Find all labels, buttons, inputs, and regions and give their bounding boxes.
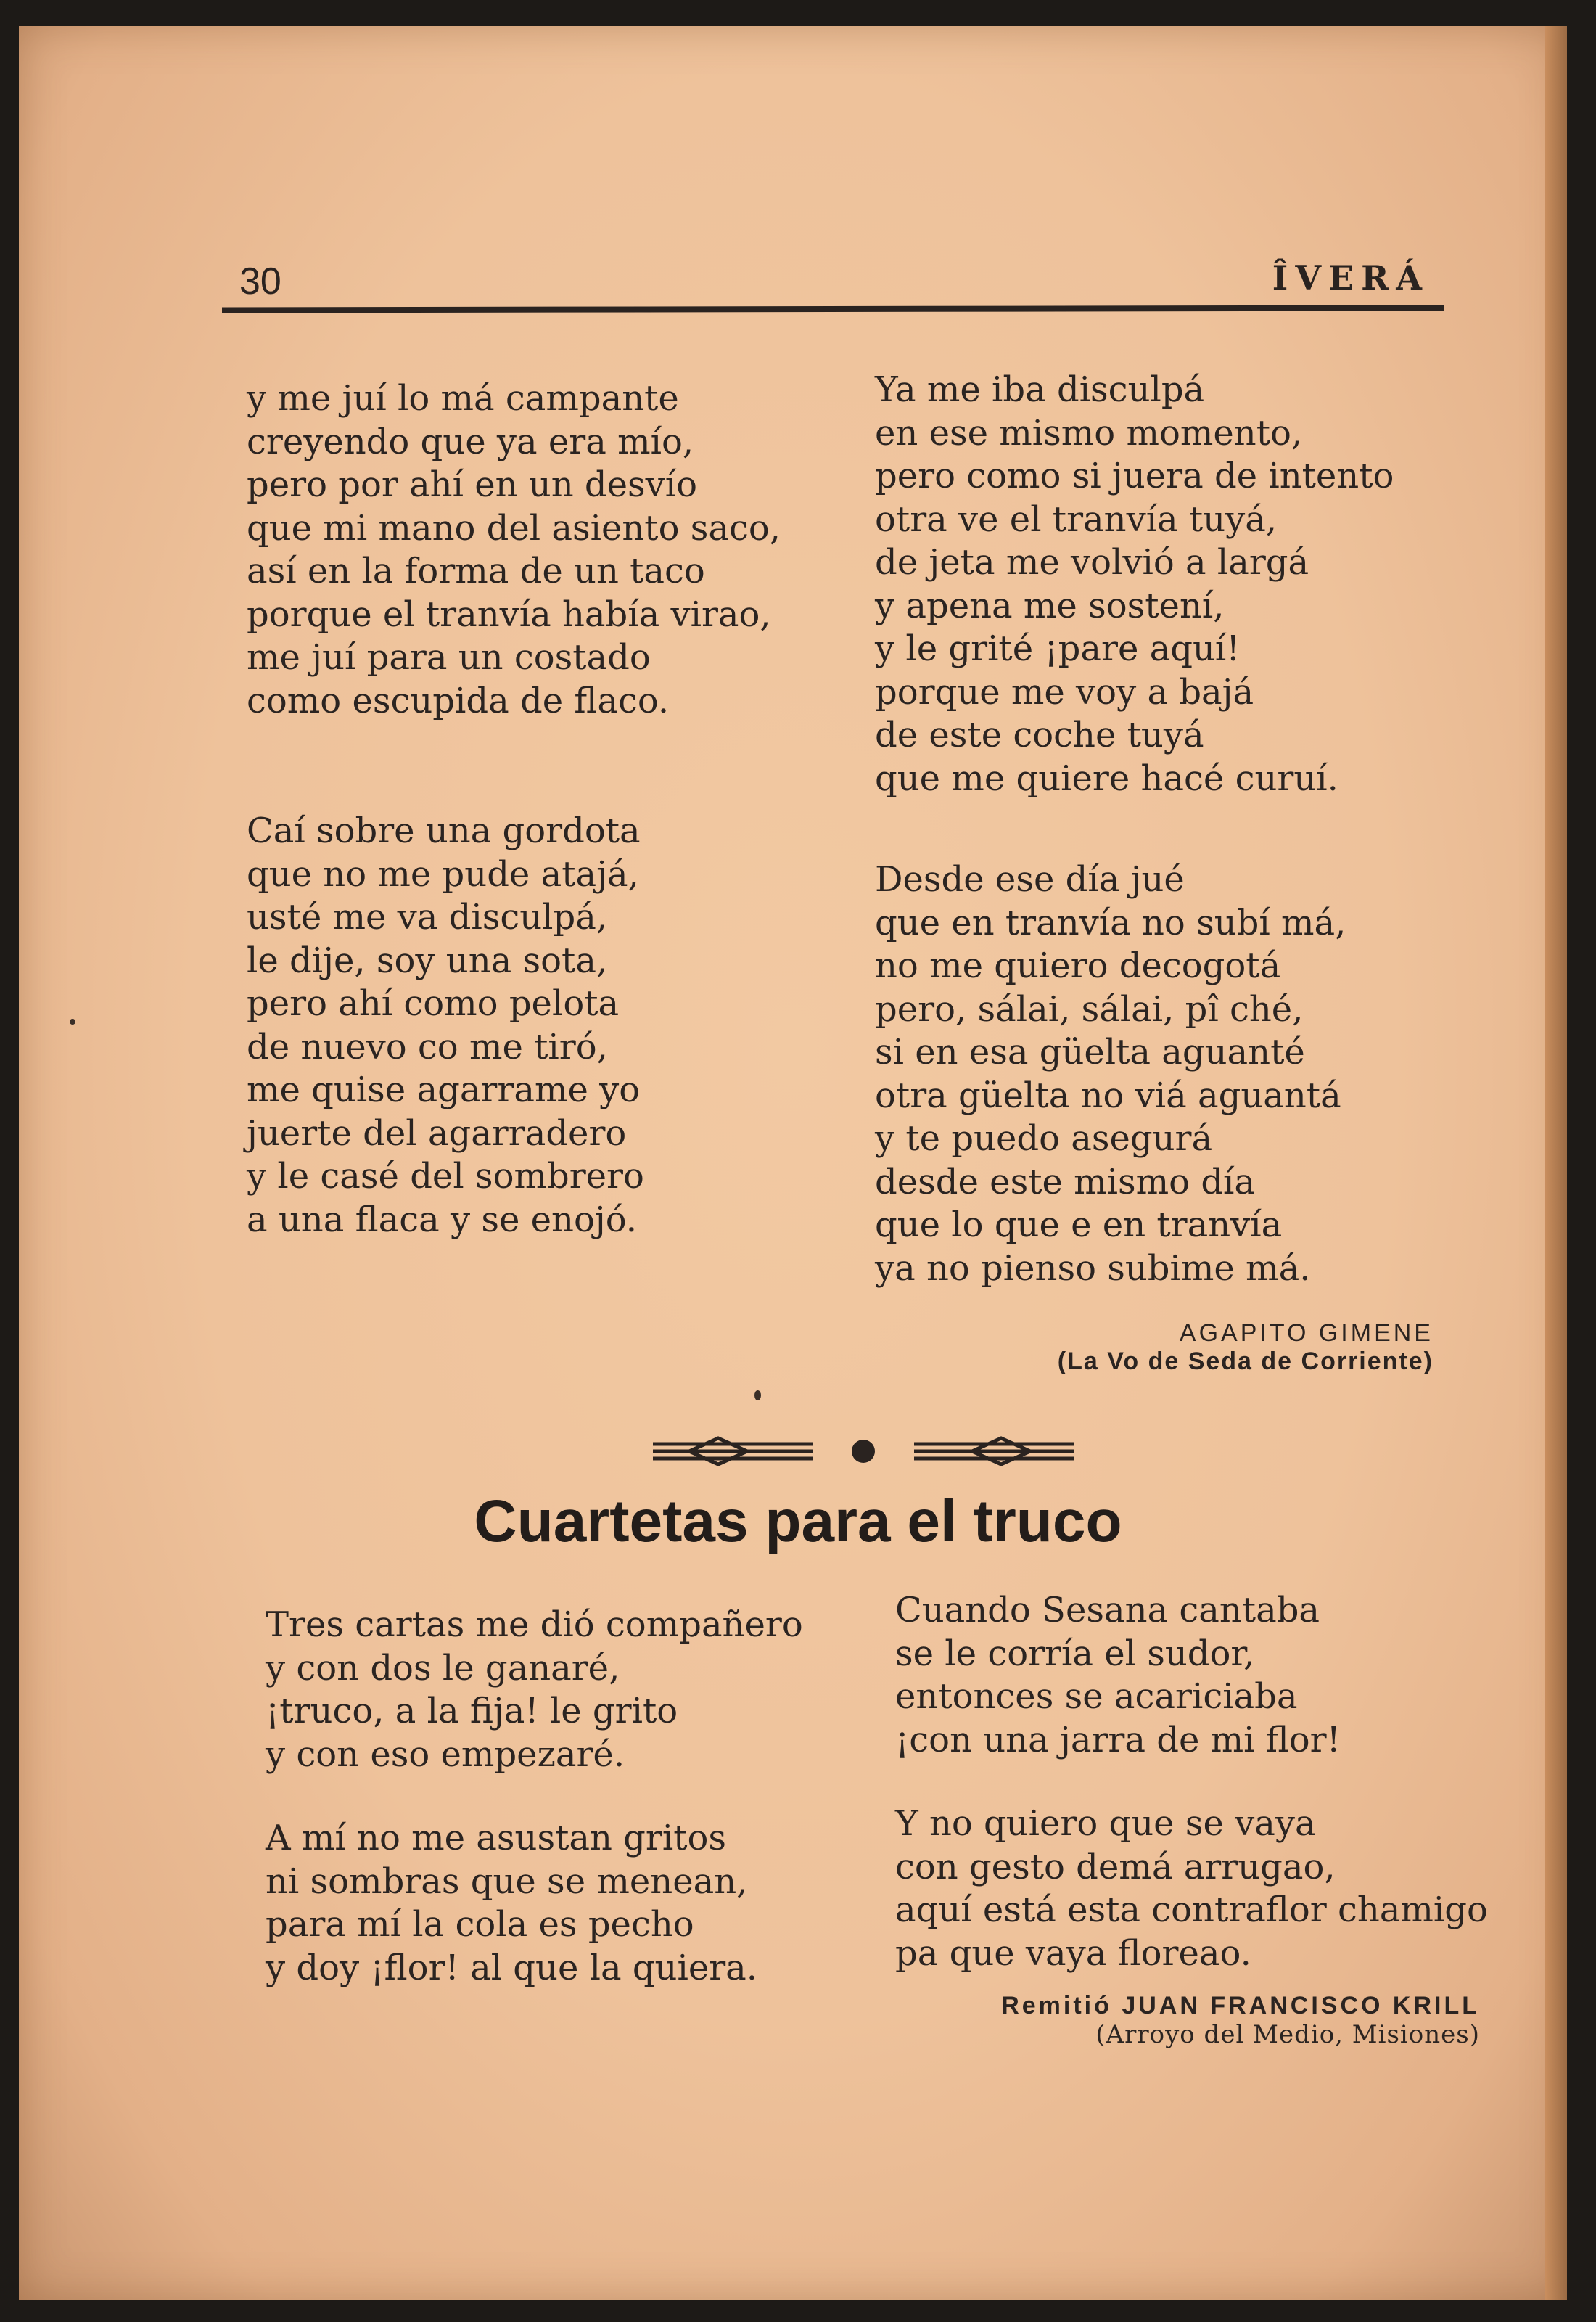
poem2-title: Cuartetas para el truco: [474, 1488, 1122, 1554]
verse-line: otra güelta no viá aguantá: [875, 1075, 1341, 1116]
poem1-left-column: [247, 377, 781, 1329]
stanza: [875, 858, 1394, 1290]
verse-line: a una flaca y se enojó.: [247, 1199, 638, 1240]
verse-line: así en la forma de un taco: [247, 551, 705, 591]
page-spine-edge: [1545, 26, 1567, 2300]
verse-line: pero, sálai, sálai, pî ché,: [875, 988, 1304, 1030]
verse-line: con gesto demá arrugao,: [895, 1846, 1336, 1887]
poem2-left-column: [266, 1604, 803, 2077]
verse-line: me quise agarrame yo: [247, 1070, 641, 1110]
verse-line: y te puedo asegurá: [875, 1118, 1213, 1159]
running-head: ÎVERÁ: [1272, 258, 1429, 298]
verse-line: y me juí lo má campante: [247, 378, 679, 419]
verse-line: pero como si juera de intento: [875, 456, 1394, 496]
verse-line: ni sombras que se menean,: [266, 1861, 748, 1902]
stanza: [266, 1604, 803, 1776]
verse-line: le dije, soy una sota,: [247, 940, 608, 981]
stanza: [247, 810, 781, 1242]
ink-speck: [70, 1019, 75, 1025]
verse-line: como escupida de flaco.: [247, 680, 670, 721]
verse-line: ¡truco, a la fija! le grito: [266, 1691, 678, 1731]
page-header: [222, 232, 1444, 312]
verse-line: otra ve el tranvía tuyá,: [875, 499, 1278, 540]
ink-speck: [754, 1390, 761, 1400]
verse-line: y con eso empezaré.: [266, 1734, 625, 1775]
verse-line: ya no pienso subime má.: [875, 1247, 1311, 1289]
author-name: Remitió JUAN FRANCISCO KRILL: [1001, 1992, 1480, 2019]
verse-line: me juí para un costado: [247, 637, 651, 678]
verse-line: y con dos le ganaré,: [266, 1647, 620, 1689]
verse-line: y apena me sostení,: [875, 585, 1225, 626]
verse-line: entonces se acariciaba: [895, 1676, 1298, 1717]
verse-line: pero por ahí en un desvío: [247, 464, 697, 505]
verse-line: de este coche tuyá: [875, 715, 1204, 755]
verse-line: y le grité ¡pare aquí!: [875, 628, 1241, 669]
poem1-right-column: [875, 369, 1394, 1377]
verse-line: que no me pude atajá,: [247, 853, 639, 895]
verse-line: de jeta me volvió a largá: [875, 542, 1309, 583]
verse-line: A mí no me asustan gritos: [266, 1818, 727, 1858]
author-place: (Arroyo del Medio, Misiones): [1095, 2020, 1480, 2049]
author-name: AGAPITO GIMENE: [1179, 1319, 1433, 1347]
verse-line: que me quiere hacé curuí.: [875, 758, 1338, 799]
verse-line: creyendo que ya era mío,: [247, 421, 694, 462]
verse-line: juerte del agarradero: [247, 1112, 627, 1154]
verse-line: si en esa güelta aguanté: [875, 1032, 1305, 1072]
stanza: [266, 1817, 803, 1990]
verse-line: desde este mismo día: [875, 1161, 1256, 1202]
verse-line: pero ahí como pelota: [247, 983, 620, 1024]
verse-line: porque me voy a bajá: [875, 671, 1254, 713]
stanza: [247, 377, 781, 723]
header-rule: [222, 305, 1444, 313]
verse-line: que lo que e en tranvía: [875, 1205, 1283, 1245]
decorative-ornament: [638, 1422, 1088, 1480]
stanza: [895, 1802, 1488, 1975]
page-number: 30: [239, 260, 281, 303]
verse-line: que en tranvía no subí má,: [875, 902, 1346, 943]
verse-line: Caí sobre una gordota: [247, 811, 641, 851]
verse-line: porque el tranvía había virao,: [247, 594, 771, 635]
verse-line: y doy ¡flor! al que la quiera.: [266, 1947, 758, 1988]
poem1-signature: [1058, 1319, 1433, 1376]
verse-line: ¡con una jarra de mi flor!: [895, 1719, 1341, 1760]
verse-line: de nuevo co me tiró,: [247, 1026, 608, 1067]
author-place: (La Vo de Seda de Corriente): [1057, 1347, 1433, 1375]
verse-line: y le casé del sombrero: [247, 1156, 644, 1197]
verse-line: aquí está esta contraflor chamigo: [895, 1890, 1488, 1930]
verse-line: Ya me iba disculpá: [875, 369, 1205, 410]
verse-line: en ese mismo momento,: [875, 412, 1303, 454]
poem2-signature: [1001, 1992, 1480, 2049]
verse-line: Y no quiero que se vaya: [895, 1803, 1316, 1844]
verse-line: Desde ese día jué: [875, 859, 1185, 900]
verse-line: se le corría el sudor,: [895, 1633, 1255, 1674]
verse-line: usté me va disculpá,: [247, 897, 608, 938]
verse-line: para mí la cola es pecho: [266, 1904, 694, 1945]
stanza: [875, 369, 1394, 800]
verse-line: no me quiero decogotá: [875, 945, 1281, 986]
verse-line: pa que vaya floreao.: [895, 1932, 1251, 1974]
verse-line: Tres cartas me dió compañero: [266, 1604, 803, 1645]
verse-line: que mi mano del asiento saco,: [247, 507, 781, 549]
stanza: [895, 1589, 1488, 1762]
verse-line: Cuando Sesana cantaba: [895, 1590, 1320, 1630]
